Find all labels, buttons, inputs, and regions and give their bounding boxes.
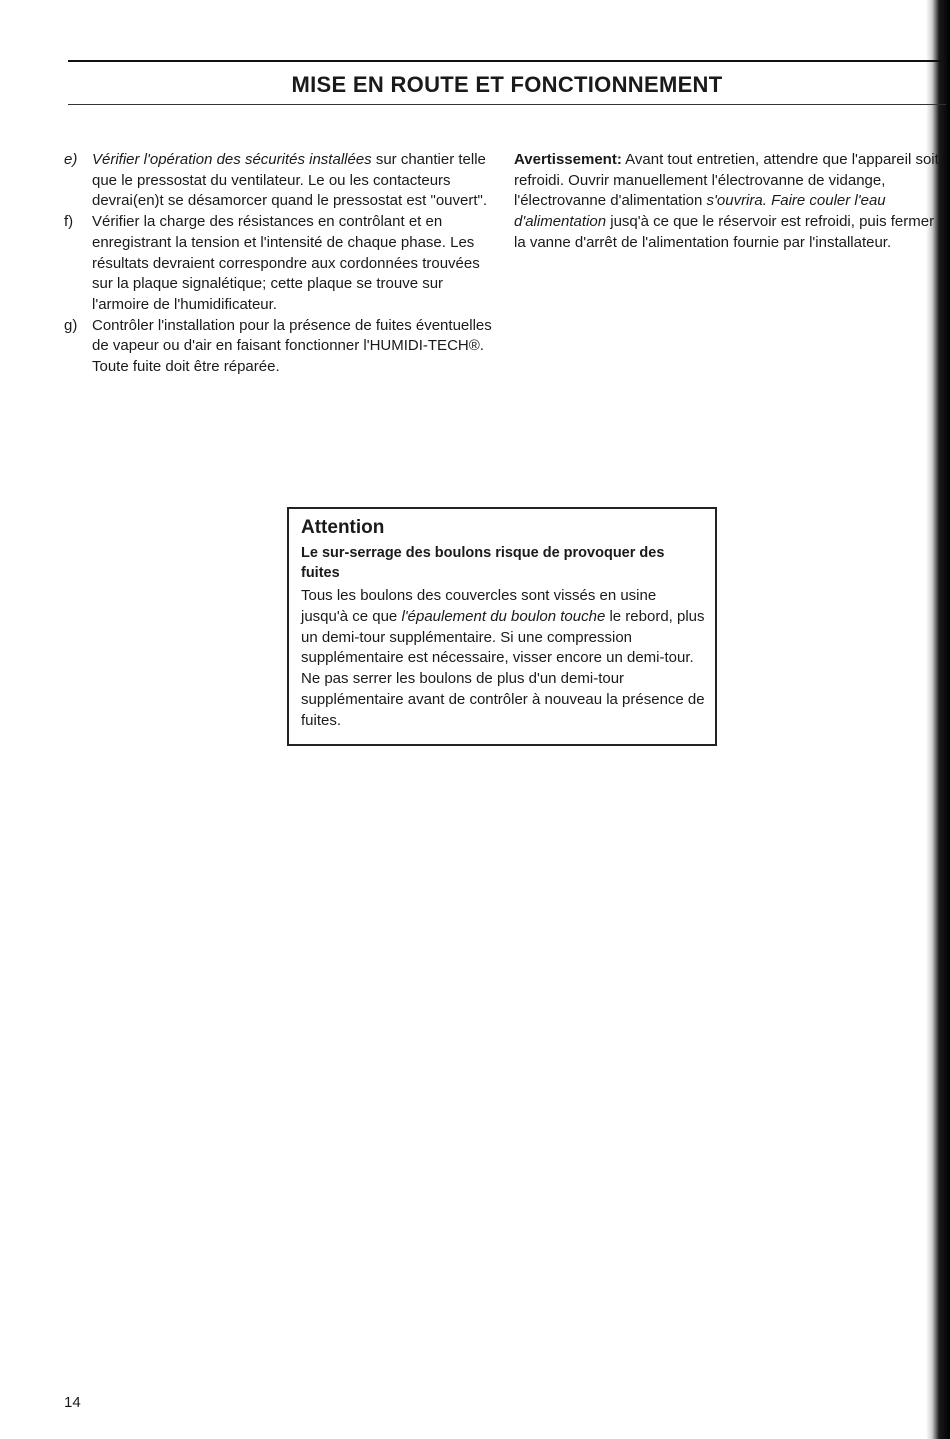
warning-text-end: jusq'à ce que le réservoir est refroidi, puis fermer la vanne d'arrêt de l'alimentation fournie par l'installateur. xyxy=(514,213,935,251)
attention-heading: Attention xyxy=(301,517,385,538)
warning-text-italic: s'ouvrira. Faire couler l'eau d'alimentation xyxy=(514,192,886,231)
warning-lead: Avertissement: xyxy=(514,151,622,168)
list-item-e xyxy=(64,150,494,212)
item-text: Contrôler l'installation pour la présence de fuites éventuelles de vapeur ou d'air en faisant fonctionner l'HUMIDI-TECH®. Toute fuite doit être réparée. xyxy=(92,316,492,376)
item-marker: g) xyxy=(64,316,78,334)
item-text-italic: Vérifier l'opération des sécurités installées xyxy=(92,151,372,168)
attention-body-end: le rebord, plus un demi-tour supplémentaire. Si une compression supplémentaire est nécessaire, visser encore un demi-tour. Ne pas serrer les boulons de plus d'un demi-tour supplémentaire avant de contrôler à nouveau la présence de fuites. xyxy=(301,607,705,729)
header-top-rule xyxy=(68,60,946,62)
right-column xyxy=(514,150,940,254)
item-text xyxy=(92,150,494,212)
item-marker: f) xyxy=(64,213,74,231)
left-column xyxy=(64,150,494,378)
page-title: MISE EN ROUTE ET FONCTIONNEMENT xyxy=(291,72,723,97)
header-bottom-rule xyxy=(68,104,946,105)
attention-box xyxy=(287,507,717,746)
attention-body-text: Tous les boulons des couvercles sont vissés en usine jusqu'à ce que xyxy=(301,587,657,625)
attention-subheading: Le sur-serrage des boulons risque de provoquer des fuites xyxy=(301,545,665,581)
item-text-rest: sur chantier telle que le pressostat du ventilateur. Le ou les contacteurs devrai(en)t se désamorcer quand le pressostat est "ouvert". xyxy=(92,151,488,210)
list-item-f xyxy=(64,212,494,316)
list-item-g xyxy=(64,316,494,378)
item-marker: e) xyxy=(64,151,78,168)
page-number: 14 xyxy=(64,1394,81,1411)
item-text: Vérifier la charge des résistances en contrôlant et en enregistrant la tension et l'intensité de chaque phase. Les résultats devraient correspondre aux cordonnées trouvées sur la plaque signalétique; cette plaque se trouve sur l'armoire de l'humidificateur. xyxy=(92,213,480,313)
attention-body xyxy=(301,586,707,732)
warning-paragraph xyxy=(514,150,940,254)
attention-body-italic: l'épaulement du boulon touche xyxy=(401,607,606,625)
warning-text: Avant tout entretien, attendre que l'appareil soit refroidi. Ouvrir manuellement l'électrovanne de vidange, l'électrovanne d'alimentation xyxy=(514,151,939,210)
